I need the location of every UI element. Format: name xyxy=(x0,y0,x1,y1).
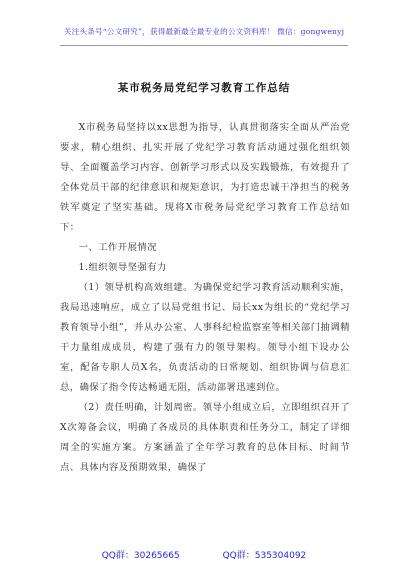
footer-contact xyxy=(0,548,408,561)
footer-qq-group-2: QQ群：535304092 xyxy=(222,551,307,561)
subsection-heading: 1.组织领导坚强有力 xyxy=(78,262,167,273)
body-paragraph: （2）责任明确，计划周密。领导小组成立后，立即组织召开了X次筹备会议，明确了各成员的具体职责和任务分工，制定了详细周全的实施方案。方案涵盖了全年学习教育的总体目标、时间节点、具体内容及预期效果，确保了 xyxy=(60,402,350,473)
section-heading: 一、工作开展情况 xyxy=(78,242,157,253)
body-paragraph: （1）领导机构高效组建。为确保党纪学习教育活动顺利实施，我局迅速响应，成立了以局党组书记、局长xx为组长的“党纪学习教育领导小组”，并从办公室、人事科纪检监察室等相关部门抽调精干力量组成成员，构建了强有力的领导架构。领导小组下设办公室，配备专职人员X名，负责活动的日常规划、组织协调与信息汇总，确保了指令传达畅通无阻，活动部署迅速到位。 xyxy=(60,282,350,393)
header-banner: 关注头条号“公文研究”，获得最新最全最专业的公文资料库！ 微信：gongwenyj xyxy=(63,27,345,36)
document-body xyxy=(60,118,350,478)
intro-paragraph: X市税务局坚持以xx思想为指导，认真贯彻落实全面从严治党要求，精心组织、扎实开展了党纪学习教育活动通过强化组织领导、全面覆盖学习内容、创新学习形式以及实践锻炼，有效提升了全体党员干部的纪律意识和规矩意识，为打造忠诚干净担当的税务铁军奠定了坚实基础。现将X市税务局党纪学习教育工作总结如下： xyxy=(60,122,350,233)
header-divider xyxy=(60,45,348,46)
document-title: 某市税务局党纪学习教育工作总结 xyxy=(117,82,291,94)
footer-qq-group-1: QQ群：30265665 xyxy=(101,551,180,561)
